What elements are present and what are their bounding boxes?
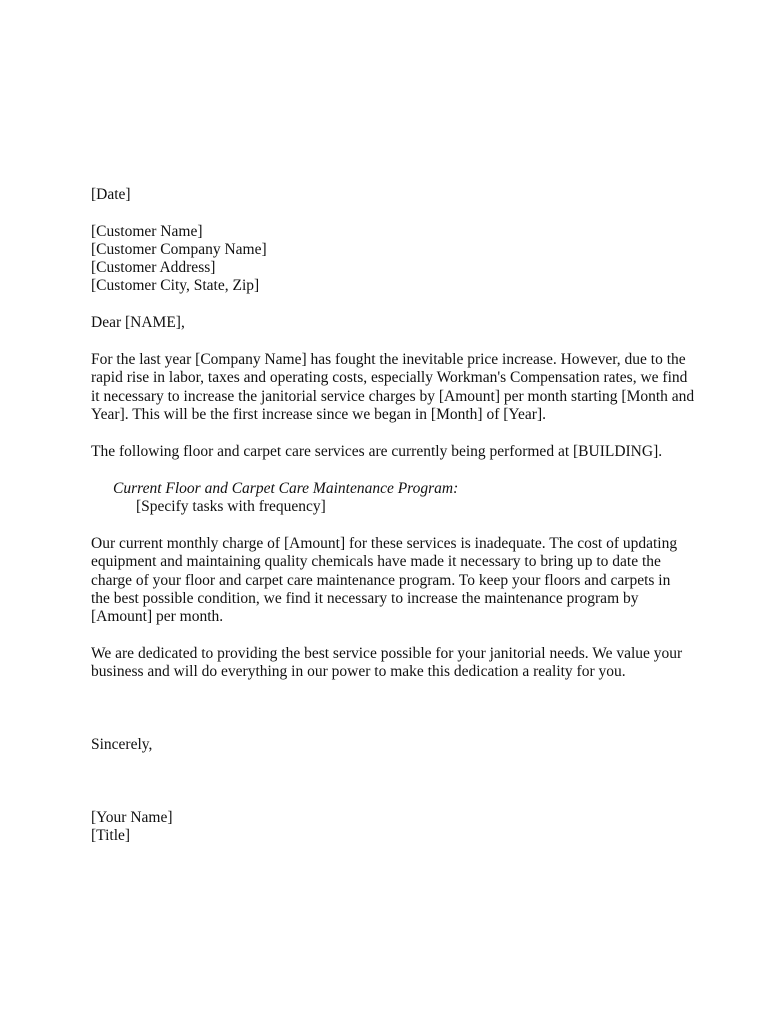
recipient-address: [Customer Address] — [91, 259, 216, 276]
paragraph-line: For the last year [Company Name] has fought the inevitable price increase. However, due to the — [91, 351, 686, 368]
paragraph-price-increase — [91, 351, 695, 424]
paragraph-line: We are dedicated to providing the best service possible for your janitorial needs. We value your — [91, 645, 683, 662]
program-heading: Current Floor and Carpet Care Maintenance Program: — [113, 480, 459, 497]
paragraph-dedication — [91, 645, 691, 682]
paragraph-line: the best possible condition, we find it necessary to increase the maintenance program by — [91, 589, 639, 607]
signer-name: [Your Name] — [91, 809, 173, 826]
signer-title: [Title] — [91, 827, 131, 844]
paragraph-line: [Amount] per month. — [91, 608, 224, 626]
recipient-company: [Customer Company Name] — [91, 241, 267, 258]
letter-date: [Date] — [91, 186, 131, 203]
paragraph-line: business and will do everything in our power to make this dedication a reality for you. — [91, 663, 626, 681]
paragraph-line: charge of your floor and carpet care maintenance program. To keep your floors and carpets in — [91, 571, 671, 589]
paragraph-charge — [91, 535, 691, 626]
closing: Sincerely, — [91, 736, 153, 753]
recipient-name: [Customer Name] — [91, 223, 203, 240]
salutation: Dear [NAME], — [91, 314, 185, 331]
recipient-city-state-zip: [Customer City, State, Zip] — [91, 277, 260, 294]
paragraph-line: it necessary to increase the janitorial service charges by [Amount] per month starting [Month and — [91, 387, 695, 405]
paragraph-line: rapid rise in labor, taxes and operating costs, especially Workman's Compensation rates, we find — [91, 369, 688, 387]
paragraph-services: The following floor and carpet care services are currently being performed at [BUILDING]. — [91, 443, 663, 460]
paragraph-line: Our current monthly charge of [Amount] for these services is inadequate. The cost of updating — [91, 535, 678, 552]
paragraph-line: Year]. This will be the first increase since we began in [Month] of [Year]. — [91, 405, 546, 423]
program-tasks: [Specify tasks with frequency] — [136, 498, 326, 515]
paragraph-line: equipment and maintaining quality chemicals have made it necessary to bring up to date the — [91, 553, 661, 571]
